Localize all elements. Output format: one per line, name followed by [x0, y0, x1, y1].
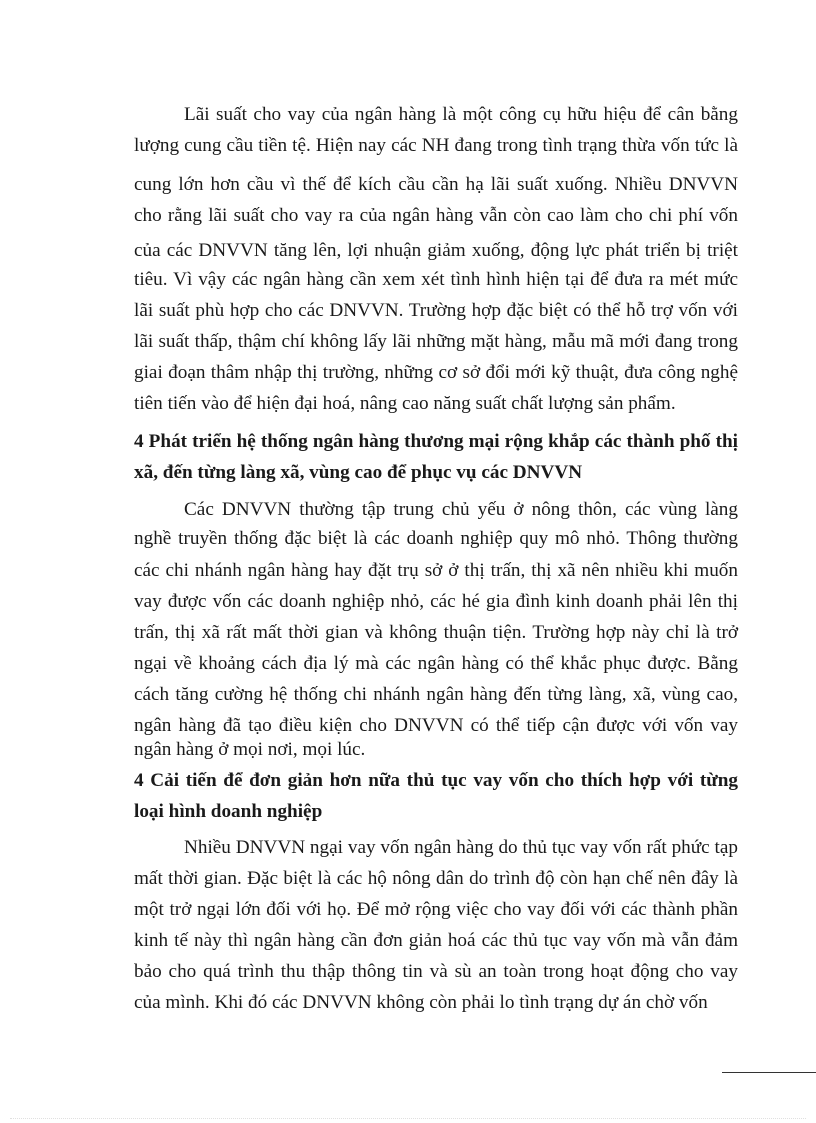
footer-rule	[722, 1072, 816, 1073]
text-line: lãi suất phù hợp cho các DNVVN. Trường hợp đặc biệt có thể hỗ trợ vốn với	[134, 300, 738, 321]
text-line: cách tăng cường hệ thống chi nhánh ngân hàng đến từng làng, xã, vùng cao,	[134, 684, 738, 705]
page-bottom-divider	[10, 1118, 806, 1119]
text-line: các chi nhánh ngân hàng hay đặt trụ sở ở thị trấn, thị xã nên nhiều khi muốn	[134, 560, 738, 581]
text-line: ngân hàng ở mọi nơi, mọi lúc.	[134, 739, 366, 760]
text-line: một trở ngại lớn đối với họ. Để mở rộng việc cho vay đối với các thành phần	[134, 899, 738, 920]
text-line: của các DNVVN tăng lên, lợi nhuận giảm xuống, động lực phát triển bị triệt	[134, 240, 738, 261]
text-line: nghề truyền thống đặc biệt là các doanh nghiệp quy mô nhỏ. Thông thường	[134, 528, 738, 549]
text-line: tiên tiến vào để hiện đại hoá, nâng cao năng suất chất lượng sản phẩm.	[134, 393, 676, 414]
text-line: kinh tế này thì ngân hàng cần đơn giản hoá các thủ tục vay vốn mà vẫn đảm	[134, 930, 738, 951]
text-line: Các DNVVN thường tập trung chủ yếu ở nông thôn, các vùng làng	[184, 499, 738, 520]
text-line: bảo cho quá trình thu thập thông tin và sù an toàn trong hoạt động cho vay	[134, 961, 738, 982]
text-line: Lãi suất cho vay của ngân hàng là một công cụ hữu hiệu để cân bằng	[184, 104, 738, 125]
text-line: lãi suất thấp, thậm chí không lấy lãi những mặt hàng, mẫu mã mới đang trong	[134, 331, 738, 352]
heading-line: loại hình doanh nghiệp	[134, 801, 323, 822]
text-line: lượng cung cầu tiền tệ. Hiện nay các NH đang trong tình trạng thừa vốn tức là	[134, 135, 738, 156]
text-line: Nhiều DNVVN ngại vay vốn ngân hàng do thủ tục vay vốn rất phức tạp	[184, 837, 738, 858]
text-line: trấn, thị xã rất mất thời gian và không thuận tiện. Trường hợp này chỉ là trở	[134, 622, 738, 643]
text-line: vay được vốn các doanh nghiệp nhỏ, các hé gia đình kinh doanh phải lên thị	[134, 591, 738, 612]
heading-line: 4 Phát triển hệ thống ngân hàng thương mại rộng khắp các thành phố thị	[134, 431, 738, 452]
text-line: giai đoạn thâm nhập thị trường, những cơ sở đổi mới kỹ thuật, đưa công nghệ	[134, 362, 738, 383]
text-line: ngân hàng đã tạo điều kiện cho DNVVN có thể tiếp cận được với vốn vay	[134, 715, 738, 736]
text-line: mất thời gian. Đặc biệt là các hộ nông dân do trình độ còn hạn chế nên đây là	[134, 868, 738, 889]
text-line: cho rằng lãi suất cho vay ra của ngân hàng vẫn còn cao làm cho chi phí vốn	[134, 205, 738, 226]
text-line: tiêu. Vì vậy các ngân hàng cần xem xét tình hình hiện tại để đưa ra mét mức	[134, 269, 738, 290]
heading-line: 4 Cải tiến để đơn giản hơn nữa thủ tục vay vốn cho thích hợp với từng	[134, 770, 738, 791]
text-line: cung lớn hơn cầu vì thế để kích cầu cần hạ lãi suất xuống. Nhiều DNVVN	[134, 174, 738, 195]
text-line: của mình. Khi đó các DNVVN không còn phải lo tình trạng dự án chờ vốn	[134, 992, 708, 1013]
text-line: ngại về khoảng cách địa lý mà các ngân hàng có thể khắc phục được. Bằng	[134, 653, 738, 674]
heading-line: xã, đến từng làng xã, vùng cao để phục vụ các DNVVN	[134, 462, 583, 483]
